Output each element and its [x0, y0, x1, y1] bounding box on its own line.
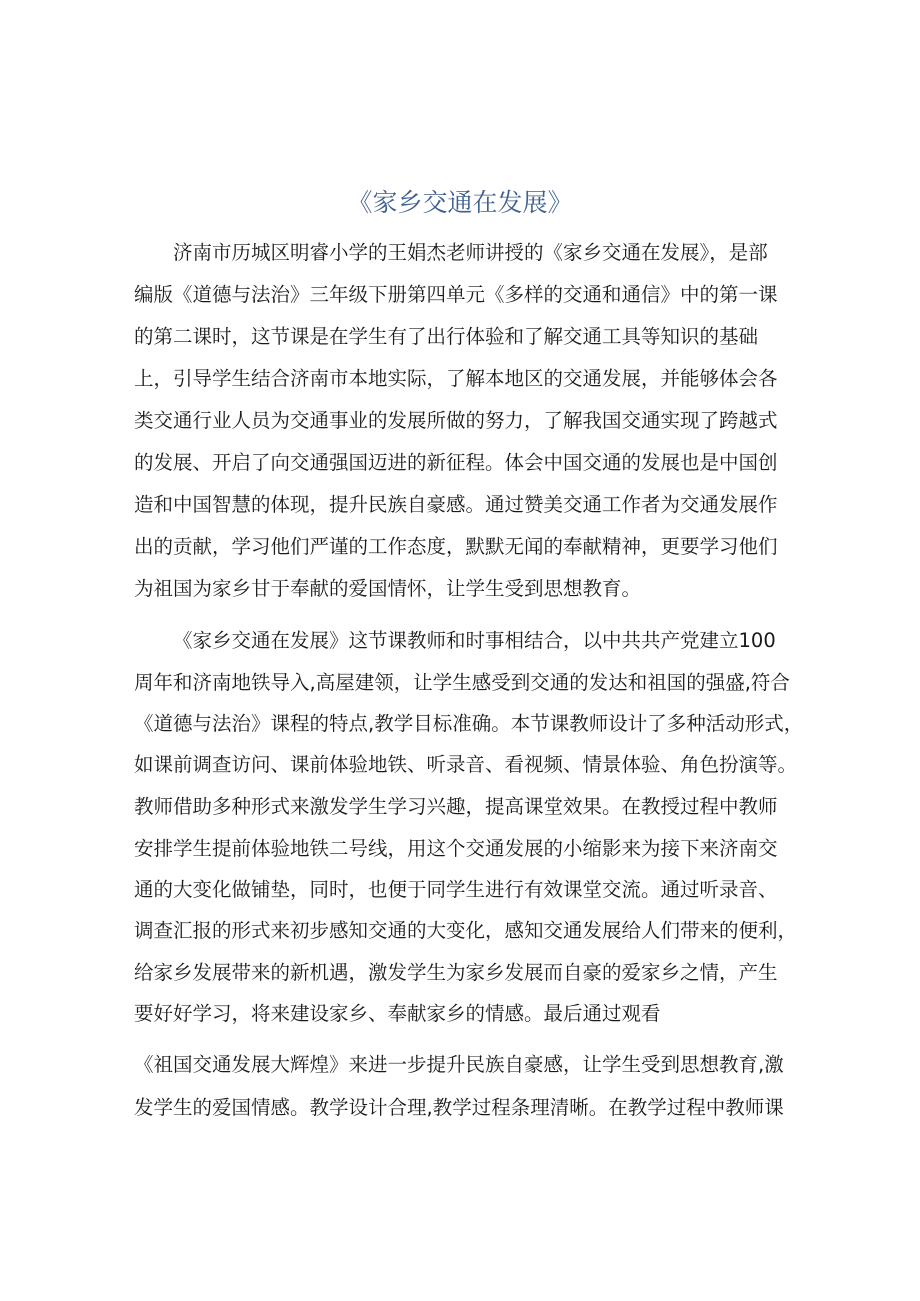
- paragraph-2-line-7: 通的大变化做铺垫，同时，也便于同学生进行有效课堂交流。通过听录音、: [134, 878, 778, 901]
- paragraph-2-line-10: 要好好学习，将来建设家乡、奉献家乡的情感。最后通过观看: [134, 1002, 661, 1025]
- paragraph-2-line-2: 周年和济南地铁导入,高屋建领，让学生感受到交通的发达和祖国的强盛,符合: [134, 671, 790, 694]
- paragraph-3-line-2: 发学生的爱国情感。教学设计合理,教学过程条理清晰。在教学过程中教师课: [134, 1096, 784, 1119]
- paragraph-3-line-1: 《祖国交通发展大辉煌》来进一步提升民族自豪感，让学生受到思想教育,激: [134, 1053, 784, 1076]
- paragraph-1-line-8: 出的贡献，学习他们严谨的工作态度，默默无闻的奉献精神，更要学习他们: [134, 535, 778, 558]
- paragraph-2-line-8: 调查汇报的形式来初步感知交通的大变化，感知交通发展给人们带来的便利，: [134, 919, 798, 942]
- paragraph-2-line-3: 《道德与法治》课程的特点,教学目标准确。本节课教师设计了多种活动形式，: [134, 712, 804, 735]
- paragraph-1-line-3: 的第二课时，这节课是在学生有了出行体验和了解交通工具等知识的基础: [134, 325, 759, 348]
- paragraph-2-line-6: 安排学生提前体验地铁二号线，用这个交通发展的小缩影来为接下来济南交: [134, 837, 778, 860]
- paragraph-2-line-5: 教师借助多种形式来激发学生学习兴趣，提高课堂效果。在教授过程中教师: [134, 795, 778, 818]
- paragraph-1-line-9: 为祖国为家乡甘于奉献的爱国情怀，让学生受到思想教育。: [134, 577, 642, 600]
- document-title: 《家乡交通在发展》: [347, 188, 573, 217]
- paragraph-2-line-9: 给家乡发展带来的新机遇，激发学生为家乡发展而自豪的爱家乡之情，产生: [134, 961, 778, 984]
- paragraph-1-line-2: 编版《道德与法治》三年级下册第四单元《多样的交通和通信》中的第一课: [134, 283, 778, 306]
- paragraph-2-line-1: 《家乡交通在发展》这节课教师和时事相结合，以中共共产党建立100: [173, 629, 776, 652]
- paragraph-1-line-5: 类交通行业人员为交通事业的发展所做的努力，了解我国交通实现了跨越式: [134, 409, 778, 432]
- paragraph-1-line-1: 济南市历城区明睿小学的王娟杰老师讲授的《家乡交通在发展》，是部: [173, 241, 768, 264]
- paragraph-1-line-6: 的发展、开启了向交通强国迈进的新征程。体会中国交通的发展也是中国创: [134, 451, 778, 474]
- paragraph-2-line-4: 如课前调查访问、课前体验地铁、听录音、看视频、情景体验、角色扮演等。: [134, 753, 798, 776]
- paragraph-1-line-4: 上，引导学生结合济南市本地实际，了解本地区的交通发展，并能够体会各: [134, 367, 778, 390]
- paragraph-1-line-7: 造和中国智慧的体现，提升民族自豪感。通过赞美交通工作者为交通发展作: [134, 493, 778, 516]
